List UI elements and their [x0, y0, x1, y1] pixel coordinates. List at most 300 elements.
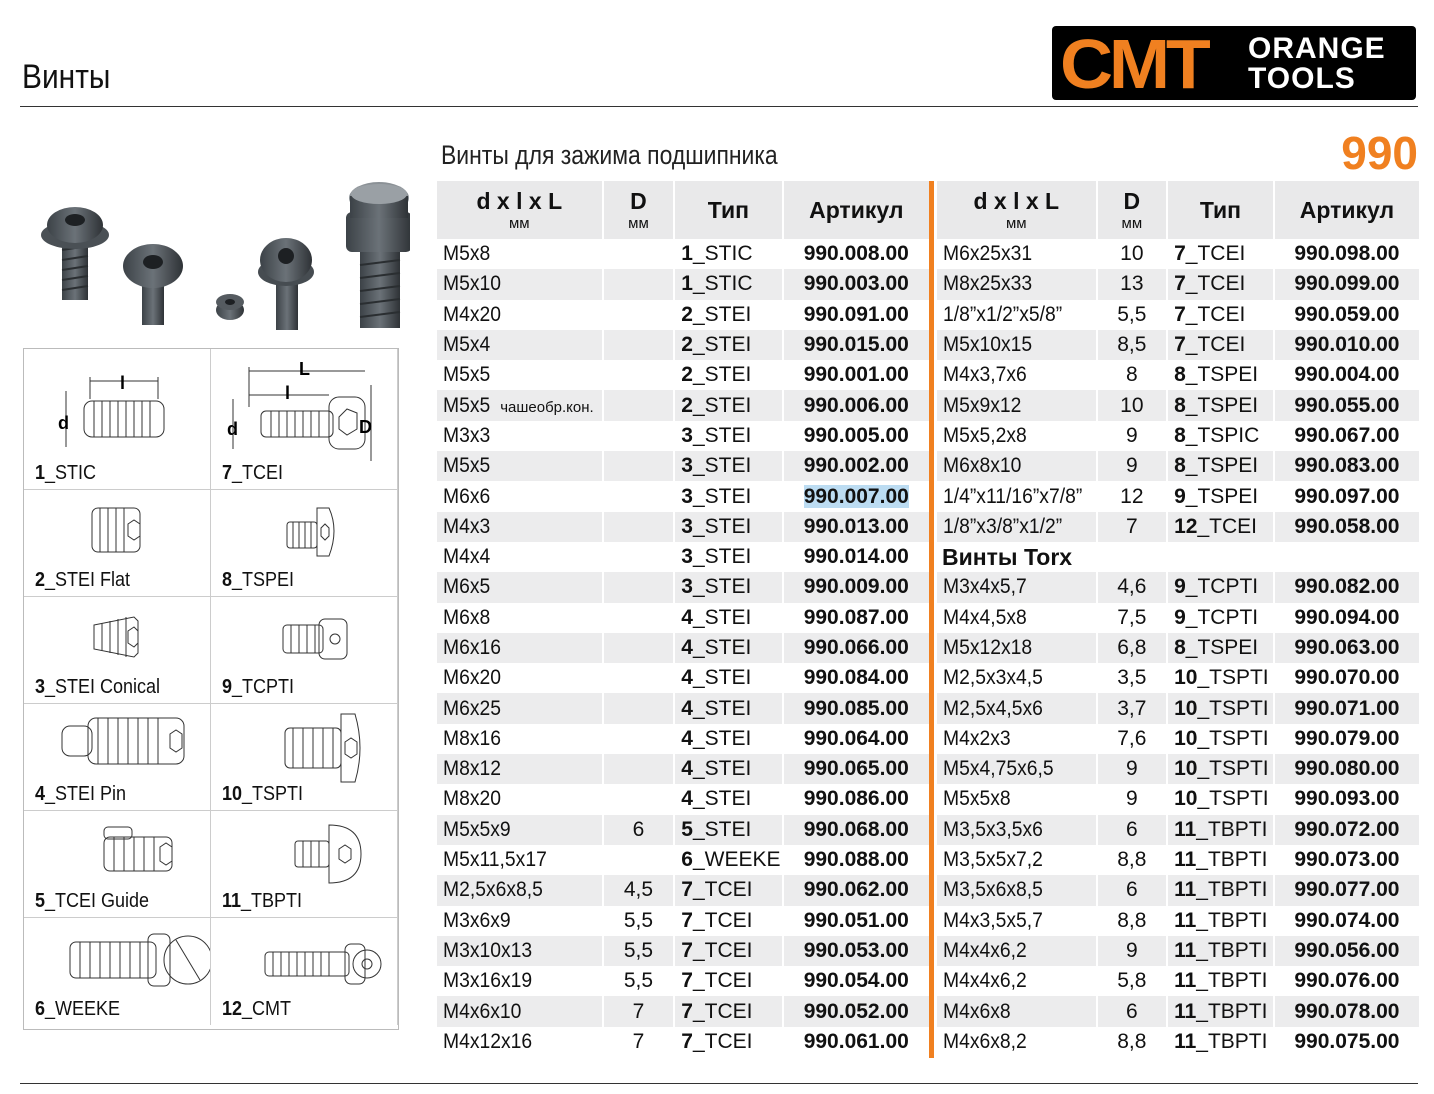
dimensions-value: M2,5x4,5x6	[943, 696, 1043, 720]
type-number: 11	[1174, 848, 1197, 872]
type-label: 6_WEEKE	[35, 998, 121, 1020]
article-number: 990.099.00	[1294, 272, 1400, 296]
table-row	[437, 724, 929, 754]
dimensions-value: M4x4,5x8	[943, 605, 1027, 629]
type-name: _TBPTI	[1196, 999, 1268, 1023]
cell-d	[604, 360, 674, 390]
cell-type	[1168, 421, 1273, 451]
type-name: _TBPTI	[1196, 1029, 1268, 1053]
logo-line2: TOOLS	[1248, 62, 1356, 95]
cell-article	[1275, 724, 1419, 754]
type-name: _STEI	[692, 454, 752, 478]
dimensions-value: 1/8”x3/8”x1/2”	[943, 514, 1063, 538]
type-number: 5	[681, 817, 693, 841]
type-number: 7	[681, 999, 693, 1023]
cell-type	[1168, 845, 1273, 875]
cell-dimensions	[437, 390, 602, 420]
cell-dimensions	[437, 875, 602, 905]
dimensions-value: M8x20	[443, 787, 501, 811]
cell-dimensions	[437, 724, 602, 754]
cell-article	[784, 693, 929, 723]
table-row	[937, 572, 1419, 602]
cell-type	[1168, 754, 1273, 784]
cell-article	[1275, 512, 1419, 542]
cell-d: 8,8	[1117, 908, 1147, 932]
dimensions-value: M4x4	[443, 545, 491, 569]
screws-table-right	[935, 181, 1421, 1057]
table-row	[437, 784, 929, 814]
type-number: 11	[1174, 817, 1197, 841]
dimensions-value: M6x16	[443, 636, 501, 659]
article-number: 990.098.00	[1294, 242, 1400, 266]
type-number: 8	[1174, 393, 1186, 417]
cell-dimensions	[937, 451, 1096, 481]
type-name: _TCEI	[1185, 333, 1246, 357]
type-name: _STEI	[692, 545, 752, 569]
cell-article	[1275, 451, 1419, 481]
dimensions-value: M3x4x5,7	[943, 575, 1027, 599]
type-number: 6	[681, 848, 693, 872]
cell-dimensions	[437, 815, 602, 845]
table-row	[437, 1027, 929, 1057]
type-name: _TCEI	[1197, 514, 1257, 538]
article-number: 990.008.00	[803, 242, 909, 266]
article-number: 990.080.00	[1294, 757, 1400, 781]
table-row	[437, 300, 929, 330]
article-number: 990.061.00	[803, 1029, 909, 1053]
table-row	[437, 239, 929, 269]
cell-article	[784, 390, 929, 420]
table-row	[937, 1027, 1419, 1057]
cell-dimensions	[437, 421, 602, 451]
table-row	[437, 875, 929, 905]
cell-d: 12	[1120, 484, 1144, 508]
dimensions-value: M6x25x31	[943, 242, 1033, 266]
col-header-dim: d x l x L мм	[937, 181, 1096, 239]
cell-type	[675, 239, 781, 269]
cell-article	[1275, 300, 1419, 330]
cell-type	[675, 512, 781, 542]
cell-d	[604, 693, 674, 723]
cell-d: 7	[1098, 512, 1167, 542]
col-header-type: Тип	[675, 181, 781, 239]
type-name: _TBPTI	[1196, 938, 1268, 962]
article-number: 990.073.00	[1294, 848, 1400, 872]
table-row	[437, 906, 929, 936]
article-number: 990.083.00	[1294, 454, 1400, 478]
article-number: 990.056.00	[1294, 938, 1400, 962]
section-subtitle: Винты для зажима подшипника	[441, 140, 778, 170]
cell-article	[1275, 360, 1419, 390]
cell-d	[604, 451, 674, 481]
type-label: 8_TSPEI	[222, 569, 295, 591]
dimensions-value: M5x5x9	[443, 817, 511, 841]
cell-dimensions	[937, 421, 1096, 451]
article-number: 990.003.00	[803, 272, 909, 296]
table-row	[937, 845, 1419, 875]
type-name: _TCEI	[692, 1029, 753, 1053]
dimensions-value: M6x25	[443, 696, 501, 720]
article-number: 990.062.00	[803, 878, 909, 902]
article-number: 990.009.00	[803, 575, 909, 599]
type-number: 10	[1174, 666, 1198, 690]
cell-dimensions	[937, 724, 1096, 754]
type-name: _TSPEI	[1185, 636, 1259, 659]
cell-dimensions	[937, 996, 1096, 1026]
type-number: 10	[1174, 726, 1198, 750]
article-number: 990.058.00	[1294, 514, 1400, 538]
table-row	[937, 390, 1419, 420]
cell-d: 5,8	[1117, 969, 1147, 993]
cell-type	[1168, 966, 1273, 996]
article-number: 990.067.00	[1294, 423, 1400, 447]
cell-type	[675, 693, 781, 723]
type-label: 4_STEI Pin	[35, 783, 127, 805]
cell-article	[784, 269, 929, 299]
cell-article	[784, 996, 929, 1026]
cell-article	[784, 906, 929, 936]
logo-line1: ORANGE	[1248, 32, 1386, 65]
page-title: Винты	[22, 58, 111, 96]
article-number: 990.094.00	[1294, 605, 1400, 629]
cell-d	[604, 300, 674, 330]
cell-d: 9	[1098, 754, 1167, 784]
table-row	[437, 481, 929, 511]
cell-article	[784, 784, 929, 814]
cell-d	[604, 390, 674, 420]
table-row	[937, 966, 1419, 996]
cell-type	[675, 906, 781, 936]
type-number: 7	[681, 1029, 693, 1053]
type-number: 8	[1174, 636, 1186, 659]
type-name: _STEI	[692, 484, 752, 508]
cell-d: 10	[1120, 242, 1144, 266]
dimensions-value: M5x9x12	[943, 393, 1022, 417]
cell-dimensions	[437, 996, 602, 1026]
cell-d: 5,5	[604, 936, 674, 966]
type-number: 9	[1174, 484, 1186, 508]
article-number: 990.013.00	[803, 514, 909, 538]
dimensions-value: M8x12	[443, 757, 501, 781]
cell-dimensions	[937, 390, 1096, 420]
type-name: _WEEKE	[692, 848, 781, 872]
dimensions-value: M5x10	[443, 272, 501, 296]
cell-type	[1168, 572, 1273, 602]
dimensions-value: M5x10x15	[943, 333, 1033, 357]
cell-dimensions	[437, 360, 602, 390]
cell-type	[1168, 996, 1273, 1026]
dimensions-value: M5x8	[443, 242, 491, 266]
cell-dimensions	[937, 269, 1096, 299]
article-number: 990.014.00	[803, 545, 909, 569]
table-row	[937, 875, 1419, 905]
article-number: 990.087.00	[803, 605, 909, 629]
cell-type	[675, 330, 781, 360]
cmt-logo	[1052, 25, 1416, 103]
article-number: 990.085.00	[803, 696, 909, 720]
dimensions-value: M6x5	[443, 575, 491, 599]
cell-article	[784, 936, 929, 966]
type-name: _TCEI	[1185, 302, 1246, 326]
cell-article	[784, 845, 929, 875]
cell-article	[784, 360, 929, 390]
cell-article	[1275, 693, 1419, 723]
cell-article	[784, 451, 929, 481]
dimensions-value: M3x3	[443, 423, 491, 447]
cell-article	[1275, 754, 1419, 784]
cell-article	[1275, 1027, 1419, 1057]
type-cell-12	[211, 918, 398, 1025]
type-number: 2	[681, 333, 693, 357]
cell-d: 9	[1125, 423, 1138, 447]
cell-type	[1168, 300, 1273, 330]
dimensions-value: M5x4,75x6,5	[943, 757, 1054, 781]
cell-article	[1275, 966, 1419, 996]
type-number: 2	[681, 302, 693, 326]
dimensions-value: M2,5x6x8,5	[443, 878, 543, 902]
header-row	[937, 181, 1419, 239]
article-number: 990.015.00	[803, 333, 909, 357]
type-number: 11	[1174, 999, 1197, 1023]
type-name: _TCEI	[1185, 242, 1246, 266]
type-name: _STEI	[692, 423, 752, 447]
dimensions-value: M3,5x6x8,5	[943, 878, 1043, 902]
type-number: 2	[681, 363, 693, 387]
type-name: _TCEI	[1185, 272, 1246, 296]
article-number: 990.088.00	[803, 848, 909, 872]
cell-type	[675, 663, 781, 693]
cell-dimensions	[937, 512, 1096, 542]
cell-dimensions	[937, 330, 1096, 360]
cell-type	[675, 633, 781, 663]
cell-dimensions	[937, 966, 1096, 996]
top-divider	[20, 106, 1418, 107]
cell-d	[604, 633, 674, 663]
cell-d	[604, 542, 674, 572]
cell-type	[675, 390, 781, 420]
type-name: _STEI	[692, 666, 752, 690]
bottom-divider	[20, 1083, 1418, 1084]
cell-type	[675, 421, 781, 451]
table-row	[937, 512, 1419, 542]
table-row	[937, 754, 1419, 784]
cell-dimensions	[437, 542, 602, 572]
article-number: 990.068.00	[803, 817, 909, 841]
cell-dimensions	[437, 754, 602, 784]
table-row	[937, 269, 1419, 299]
cell-article	[784, 603, 929, 633]
cell-dimensions	[437, 966, 602, 996]
type-name: _TBPTI	[1196, 817, 1268, 841]
cell-article	[1275, 875, 1419, 905]
cell-d: 8,8	[1117, 1029, 1147, 1053]
type-name: _TSPEI	[1185, 484, 1259, 508]
type-name: _TSPTI	[1197, 666, 1269, 690]
type-name: _STEI	[692, 696, 752, 720]
type-number: 7	[681, 908, 693, 932]
cell-article	[1275, 633, 1419, 663]
col-header-d: D мм	[1098, 181, 1167, 239]
article-number: 990.051.00	[803, 908, 909, 932]
type-number: 4	[681, 787, 693, 811]
cell-dimensions	[937, 603, 1096, 633]
cell-dimensions	[437, 572, 602, 602]
type-number: 10	[1174, 757, 1198, 781]
cell-type	[675, 269, 781, 299]
article-number: 990.006.00	[803, 393, 909, 417]
cell-dimensions	[437, 906, 602, 936]
dimensions-value: M6x8x10	[943, 454, 1022, 478]
dimensions-value: M4x6x10	[443, 999, 522, 1023]
table-row	[437, 966, 929, 996]
cell-dimensions	[437, 269, 602, 299]
table-row	[437, 845, 929, 875]
article-number: 990.086.00	[803, 787, 909, 811]
type-cell-10	[211, 704, 398, 811]
cell-dimensions	[937, 784, 1096, 814]
table-row	[437, 512, 929, 542]
cell-dimensions	[437, 512, 602, 542]
type-number: 3	[681, 514, 693, 538]
cell-type	[675, 572, 781, 602]
type-number: 8	[1174, 423, 1186, 447]
article-number: 990.007.00	[803, 484, 909, 508]
type-number: 7	[1174, 302, 1186, 326]
type-name: _TCPTI	[1185, 605, 1259, 629]
cell-article	[784, 481, 929, 511]
cell-type	[1168, 875, 1273, 905]
cell-article	[784, 572, 929, 602]
cell-type	[675, 1027, 781, 1057]
cell-type	[675, 603, 781, 633]
type-number: 10	[1174, 787, 1198, 811]
article-number: 990.077.00	[1294, 878, 1400, 902]
cell-dimensions	[937, 936, 1096, 966]
type-number: 1	[681, 242, 693, 266]
type-number: 12	[1174, 514, 1198, 538]
dimensions-value: M4x4x6,2	[943, 938, 1027, 962]
article-number: 990.091.00	[803, 302, 909, 326]
cell-dimensions	[437, 936, 602, 966]
cell-article	[784, 421, 929, 451]
article-number: 990.071.00	[1294, 696, 1400, 720]
cell-dimensions	[937, 906, 1096, 936]
cell-dimensions	[437, 784, 602, 814]
cell-d	[604, 663, 674, 693]
cell-d	[604, 603, 674, 633]
cell-article	[784, 542, 929, 572]
type-number: 3	[681, 423, 693, 447]
table-row	[937, 300, 1419, 330]
table-row	[437, 693, 929, 723]
cell-d	[604, 724, 674, 754]
cell-type	[1168, 481, 1273, 511]
screws-photo	[30, 180, 410, 340]
type-number: 3	[681, 454, 693, 478]
cell-d: 5,5	[623, 908, 654, 932]
cell-type	[675, 724, 781, 754]
cell-type	[675, 360, 781, 390]
dimensions-value: M5x12x18	[943, 636, 1033, 659]
type-name: _TSPEI	[1185, 363, 1259, 387]
cell-type	[1168, 906, 1273, 936]
type-number: 11	[1174, 878, 1197, 902]
cell-article	[784, 330, 929, 360]
type-cell-1	[24, 349, 211, 490]
type-cell-11	[211, 811, 398, 918]
cell-dimensions	[937, 815, 1096, 845]
cell-d: 3,7	[1098, 693, 1167, 723]
type-name: _STEI	[692, 302, 752, 326]
table-row	[937, 633, 1419, 663]
cell-article	[784, 663, 929, 693]
dimensions-value: M5x5,2x8	[943, 423, 1027, 447]
dimensions-value: M4x3	[443, 514, 491, 538]
cell-d: 6	[1098, 815, 1167, 845]
article-number: 990.075.00	[1294, 1029, 1400, 1053]
cell-type	[1168, 724, 1273, 754]
type-number: 7	[681, 938, 693, 962]
dimensions-value: M4x2x3	[943, 726, 1011, 750]
article-number: 990.010.00	[1294, 333, 1400, 357]
type-number: 4	[681, 757, 693, 781]
type-cell-7	[211, 349, 398, 490]
cell-dimensions	[937, 875, 1096, 905]
cell-type	[1168, 390, 1273, 420]
type-name: _STIC	[692, 242, 753, 266]
type-label: 2_STEI Flat	[35, 569, 131, 591]
article-number: 990.065.00	[803, 757, 909, 781]
type-number: 7	[1174, 242, 1186, 266]
cell-d	[604, 845, 674, 875]
col-header-type: Тип	[1168, 181, 1273, 239]
type-name: _TSPTI	[1197, 696, 1269, 720]
cell-d: 7,6	[1117, 726, 1147, 750]
cell-type	[1168, 784, 1273, 814]
type-label: 10_TSPTI	[222, 783, 304, 805]
dimensions-value: M5x5	[443, 393, 491, 417]
type-name: _STEI	[692, 575, 752, 599]
type-number: 10	[1174, 696, 1198, 720]
table-row	[937, 996, 1419, 1026]
table-row	[437, 633, 929, 663]
dimensions-value: 1/4”x11/16”x7/8”	[943, 484, 1083, 508]
table-row	[937, 239, 1419, 269]
cell-article	[1275, 996, 1419, 1026]
cell-type	[1168, 269, 1273, 299]
type-name: _TSPIC	[1185, 423, 1260, 447]
dimensions-value: M4x20	[443, 302, 501, 326]
type-name: _TCEI	[692, 999, 753, 1023]
type-name: _STEI	[692, 363, 752, 387]
type-name: _TBPTI	[1196, 908, 1268, 932]
type-number: 7	[681, 878, 693, 902]
type-number: 4	[681, 666, 693, 690]
table-row	[937, 360, 1419, 390]
cell-article	[784, 300, 929, 330]
cell-d: 5,5	[1117, 302, 1147, 326]
cell-dimensions	[437, 300, 602, 330]
dimensions-value: M6x8	[443, 605, 491, 629]
table-row	[937, 481, 1419, 511]
table-row	[437, 421, 929, 451]
cell-type	[1168, 815, 1273, 845]
type-number: 2	[681, 393, 693, 417]
dimensions-value: M4x6x8,2	[943, 1029, 1027, 1053]
article-number: 990.070.00	[1294, 666, 1400, 690]
dimensions-value: M4x12x16	[443, 1029, 533, 1053]
dimensions-value: M2,5x3x4,5	[943, 666, 1043, 690]
